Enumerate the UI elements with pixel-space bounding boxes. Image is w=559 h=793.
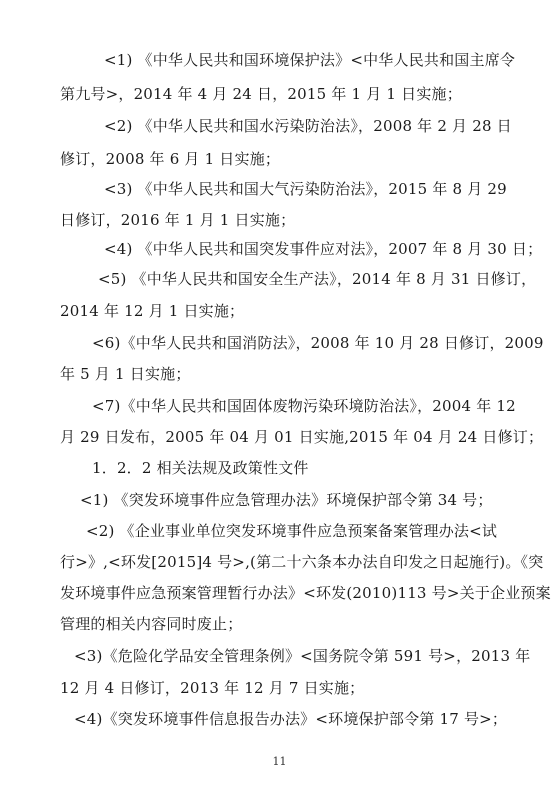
- text-line: 修订，2008 年 6 月 1 日实施；: [60, 150, 281, 168]
- text-line: 2014 年 12 月 1 日实施；: [60, 302, 245, 320]
- text-line: <3)《危险化学品安全管理条例》<国务院令第 591 号>，2013 年: [74, 647, 531, 665]
- text-line: 年 5 月 1 日实施；: [60, 365, 191, 383]
- section-heading: 1．2．2 相关法规及政策性文件: [92, 459, 309, 477]
- text-line: <4) 《中华人民共和国突发事件应对法》，2007 年 8 月 30 日；: [104, 240, 543, 258]
- text-line: <2) 《企业事业单位突发环境事件应急预案备案管理办法<试: [86, 522, 498, 540]
- text-line: 日修订，2016 年 1 月 1 日实施；: [60, 211, 296, 229]
- text-line: <4)《突发环境事件信息报告办法》<环境保护部令第 17 号>；: [74, 710, 508, 728]
- text-line: <1) 《突发环境事件应急管理办法》环境保护部令第 34 号；: [80, 491, 493, 509]
- text-line: 管理的相关内容同时废止；: [60, 615, 243, 633]
- text-line: 第九号>，2014 年 4 月 24 日，2015 年 1 月 1 日实施；: [60, 85, 462, 103]
- text-line: 12 月 4 日修订，2013 年 12 月 7 日实施；: [60, 679, 365, 697]
- page-number: 11: [272, 755, 287, 768]
- text-line: <5) 《中华人民共和国安全生产法》，2014 年 8 月 31 日修订，: [98, 270, 537, 288]
- text-line: <6)《中华人民共和国消防法》，2008 年 10 月 28 日修订，2009: [92, 334, 544, 352]
- text-line: <3) 《中华人民共和国大气污染防治法》，2015 年 8 月 29: [104, 180, 507, 198]
- text-line: 行>》,<环发[2015]4 号>,(第二十六条本办法自印发之日起施行)。《突: [60, 553, 544, 571]
- text-line: 发环境事件应急预案管理暂行办法》<环发(2010)113 号>关于企业预案: [60, 584, 551, 602]
- text-line: <7)《中华人民共和国固体废物污染环境防治法》，2004 年 12: [92, 397, 516, 415]
- text-line: 月 29 日发布，2005 年 04 月 01 日实施,2015 年 04 月 24 日修订；: [60, 428, 544, 446]
- text-line: <2) 《中华人民共和国水污染防治法》，2008 年 2 月 28 日: [104, 117, 512, 135]
- text-line: <1) 《中华人民共和国环境保护法》<中华人民共和国主席令: [104, 51, 516, 69]
